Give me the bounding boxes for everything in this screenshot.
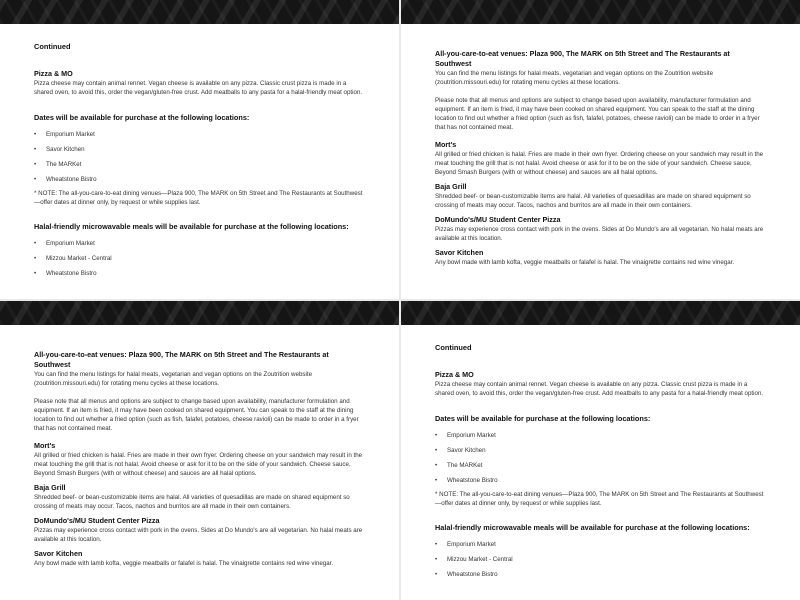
dates-location-list <box>435 431 766 491</box>
page-bottom-left <box>0 301 399 600</box>
header-band <box>0 0 399 24</box>
savor-title: Savor Kitchen <box>34 549 83 558</box>
list-item: • Wheatstone Bistro <box>34 269 365 284</box>
list-item: • Emporium Market <box>34 239 365 254</box>
continued-label: Continued <box>34 42 71 51</box>
pizza-mo-title: Pizza & MO <box>34 69 73 78</box>
dates-location-list <box>34 130 365 190</box>
morts-body: All grilled or fried chicken is halal. Fries are made in their own fryer. Ordering cheese on your sandwich may result in the meat touching the grill that is not halal. Avoid cheese or ask for it to be on the side of your sandwich. Cheese sauce, Beyond Smash Burgers (with or without cheese) and sauces are all halal options. <box>435 151 764 176</box>
ayce-note: Please note that all menus and options are subject to change based upon availability, manufacturer formulation and equipment. If an item is fried, it may have been cooked on shared equipment. You can speak to the staff at the dining location to find out whether a fried option (such as fish, falafel, potatoes, cheese ravioli) can be made to order in a fryer that has not contained meat. <box>34 398 359 432</box>
domundos-title: DoMundo's/MU Student Center Pizza <box>435 215 561 224</box>
savor-title: Savor Kitchen <box>435 248 484 257</box>
savor-body: Any bowl made with lamb kofta, veggie meatballs or falafel is halal. The vinaigrette contains red wine vinegar. <box>34 560 334 567</box>
dates-heading: Dates will be available for purchase at the following locations: <box>435 414 651 423</box>
halal-location-list <box>34 239 365 284</box>
list-item: • Savor Kitchen <box>435 446 766 461</box>
pizza-mo-body: Pizza cheese may contain animal rennet. Vegan cheese is available on any pizza. Classic crust pizza is made in a shared oven, to avoid this, order the vegan/gluten-free crust. Add meatballs to any pasta for a halal-friendly meat option. <box>34 80 363 96</box>
domundos-body: Pizzas may experience cross contact with pork in the ovens. Sides at Do Mundo's are all vegetarian. No halal meats are available at this location. <box>435 226 764 242</box>
ayce-title: All-you-care-to-eat venues: Plaza 900, The MARK on 5th Street and The Restaurants at Southwest <box>34 350 329 369</box>
header-band <box>0 301 399 325</box>
dates-note: * NOTE: The all-you-care-to-eat dining venues—Plaza 900, The MARK on 5th Street and The Restaurants at Southwest—offer dates at dinner only, by request or while supplies last. <box>34 190 363 206</box>
list-item: • Wheatstone Bistro <box>435 570 766 585</box>
baja-body: Shredded beef- or bean-customizable items are halal. All varieties of quesadillas are made on shared equipment so crossing of meats may occur. Tacos, nachos and burritos are all made in their own containers. <box>34 494 350 510</box>
list-item: • Mizzou Market - Central <box>435 555 766 570</box>
halal-meals-heading: Halal-friendly microwavable meals will be available for purchase at the following locations: <box>34 222 349 231</box>
morts-title: Mort's <box>435 140 457 149</box>
morts-body: All grilled or fried chicken is halal. Fries are made in their own fryer. Ordering cheese on your sandwich may result in the meat touching the grill that is not halal. Avoid cheese or ask for it to be on the side of your sandwich. Cheese sauce, Beyond Smash Burgers (with or without cheese) and sauces are all halal options. <box>34 452 363 477</box>
savor-body: Any bowl made with lamb kofta, veggie meatballs or falafel is halal. The vinaigrette contains red wine vinegar. <box>435 259 735 266</box>
header-band <box>401 301 800 325</box>
list-item: • Savor Kitchen <box>34 145 365 160</box>
continued-label: Continued <box>435 343 472 352</box>
ayce-note: Please note that all menus and options are subject to change based upon availability, manufacturer formulation and equipment. If an item is fried, it may have been cooked on shared equipment. You can speak to the staff at the dining location to find out whether a fried option (such as fish, falafel, potatoes, cheese ravioli) can be made to order in a fryer that has not contained meat. <box>435 97 760 131</box>
pizza-mo-body: Pizza cheese may contain animal rennet. Vegan cheese is available on any pizza. Classic crust pizza is made in a shared oven, to avoid this, order the vegan/gluten-free crust. Add meatballs to any pasta for a halal-friendly meat option. <box>435 381 764 397</box>
baja-title: Baja Grill <box>435 182 467 191</box>
list-item: • Emporium Market <box>435 431 766 446</box>
pizza-mo-title: Pizza & MO <box>435 370 474 379</box>
list-item: • Wheatstone Bistro <box>34 175 365 190</box>
halal-location-list <box>435 540 766 585</box>
ayce-title: All-you-care-to-eat venues: Plaza 900, The MARK on 5th Street and The Restaurants at Southwest <box>435 49 730 68</box>
list-item: • Emporium Market <box>34 130 365 145</box>
dates-note: * NOTE: The all-you-care-to-eat dining venues—Plaza 900, The MARK on 5th Street and The Restaurants at Southwest—offer dates at dinner only, by request or while supplies last. <box>435 491 764 507</box>
page-bottom-right <box>401 301 800 600</box>
halal-meals-heading: Halal-friendly microwavable meals will be available for purchase at the following locations: <box>435 523 750 532</box>
list-item: • Mizzou Market - Central <box>34 254 365 269</box>
morts-title: Mort's <box>34 441 56 450</box>
list-item: • The MARKet <box>34 160 365 175</box>
page-top-left <box>0 0 399 299</box>
baja-body: Shredded beef- or bean-customizable items are halal. All varieties of quesadillas are made on shared equipment so crossing of meats may occur. Tacos, nachos and burritos are all made in their own containers. <box>435 193 751 209</box>
domundos-title: DoMundo's/MU Student Center Pizza <box>34 516 160 525</box>
ayce-body: You can find the menu listings for halal meats, vegetarian and vegan options on the Zoutrition website (zoutrition.missouri.edu) for rotating menu cycles at these locations. <box>435 70 714 86</box>
baja-title: Baja Grill <box>34 483 66 492</box>
domundos-body: Pizzas may experience cross contact with pork in the ovens. Sides at Do Mundo's are all vegetarian. No halal meats are available at this location. <box>34 527 363 543</box>
ayce-body: You can find the menu listings for halal meats, vegetarian and vegan options on the Zoutrition website (zoutrition.missouri.edu) for rotating menu cycles at these locations. <box>34 371 313 387</box>
header-band <box>401 0 800 24</box>
dates-heading: Dates will be available for purchase at the following locations: <box>34 113 250 122</box>
list-item: • Wheatstone Bistro <box>435 476 766 491</box>
list-item: • Emporium Market <box>435 540 766 555</box>
list-item: • The MARKet <box>435 461 766 476</box>
page-top-right <box>401 0 800 299</box>
